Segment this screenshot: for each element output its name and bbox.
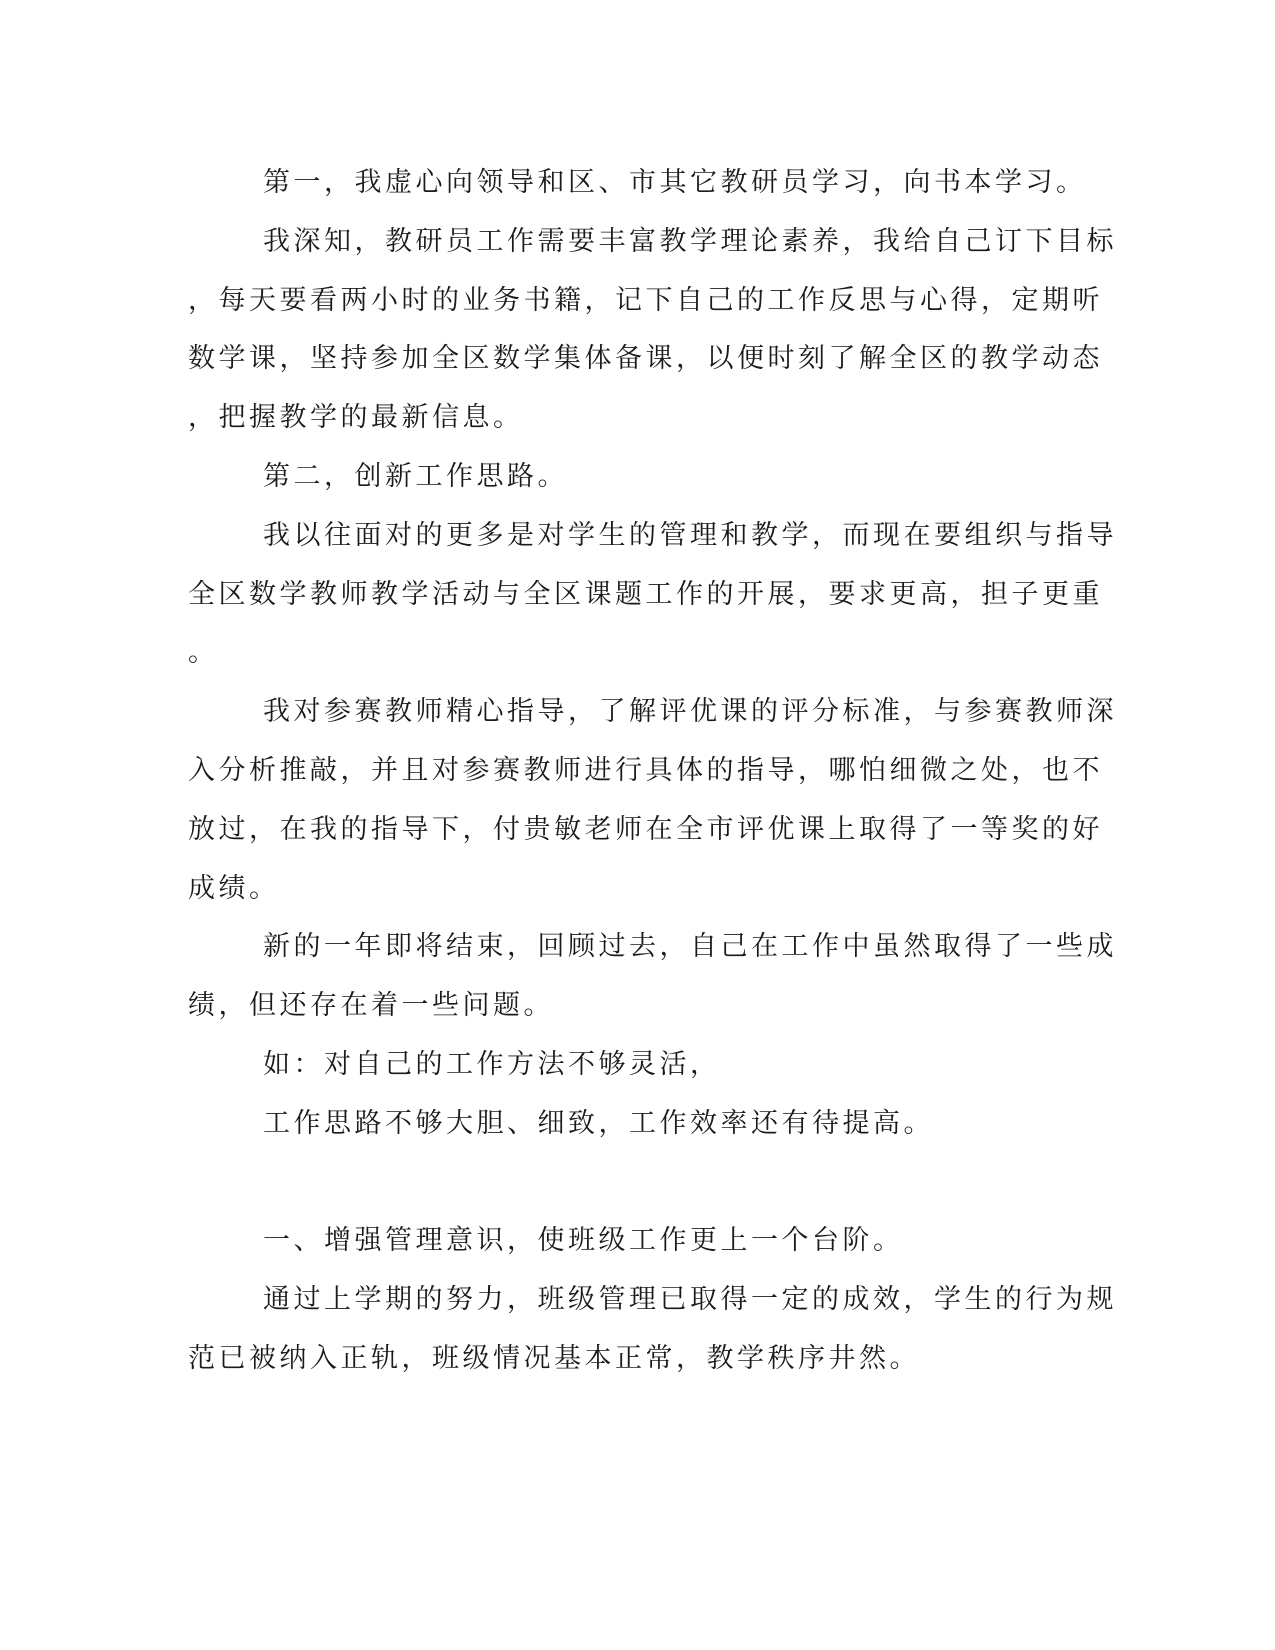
text-line: 通过上学期的努力，班级管理已取得一定的成效，学生的行为规 (263, 1284, 1117, 1315)
text-line: 我深知，教研员工作需要丰富教学理论素养，我给自己订下目标 (263, 226, 1117, 257)
text-line: 范已被纳入正轨，班级情况基本正常，教学秩序井然。 (188, 1343, 920, 1374)
text-line: 数学课，坚持参加全区数学集体备课，以便时刻了解全区的教学动态 (188, 343, 1103, 374)
text-line: 放过，在我的指导下，付贵敏老师在全市评优课上取得了一等奖的好 (188, 814, 1103, 845)
text-line: 全区数学教师教学活动与全区课题工作的开展，要求更高，担子更重 (188, 579, 1103, 610)
text-line: 我以往面对的更多是对学生的管理和教学，而现在要组织与指导 (263, 520, 1117, 551)
text-line: ，把握教学的最新信息。 (188, 402, 524, 433)
text-line: 工作思路不够大胆、细致，工作效率还有待提高。 (263, 1108, 934, 1139)
text-line: 新的一年即将结束，回顾过去，自己在工作中虽然取得了一些成 (263, 931, 1117, 962)
text-line: 成绩。 (188, 873, 280, 904)
text-line: 第一，我虚心向领导和区、市其它教研员学习，向书本学习。 (263, 167, 1087, 198)
text-line: 绩，但还存在着一些问题。 (188, 990, 554, 1021)
text-line: 我对参赛教师精心指导，了解评优课的评分标准，与参赛教师深 (263, 696, 1117, 727)
text-line: 如：对自己的工作方法不够灵活， (263, 1049, 721, 1080)
text-line: 。 (188, 637, 219, 668)
text-line: ，每天要看两小时的业务书籍，记下自己的工作反思与心得，定期听 (188, 285, 1103, 316)
text-line: 入分析推敲，并且对参赛教师进行具体的指导，哪怕细微之处，也不 (188, 755, 1103, 786)
text-line: 第二，创新工作思路。 (263, 461, 568, 492)
section-heading: 一、增强管理意识，使班级工作更上一个台阶。 (263, 1225, 904, 1256)
